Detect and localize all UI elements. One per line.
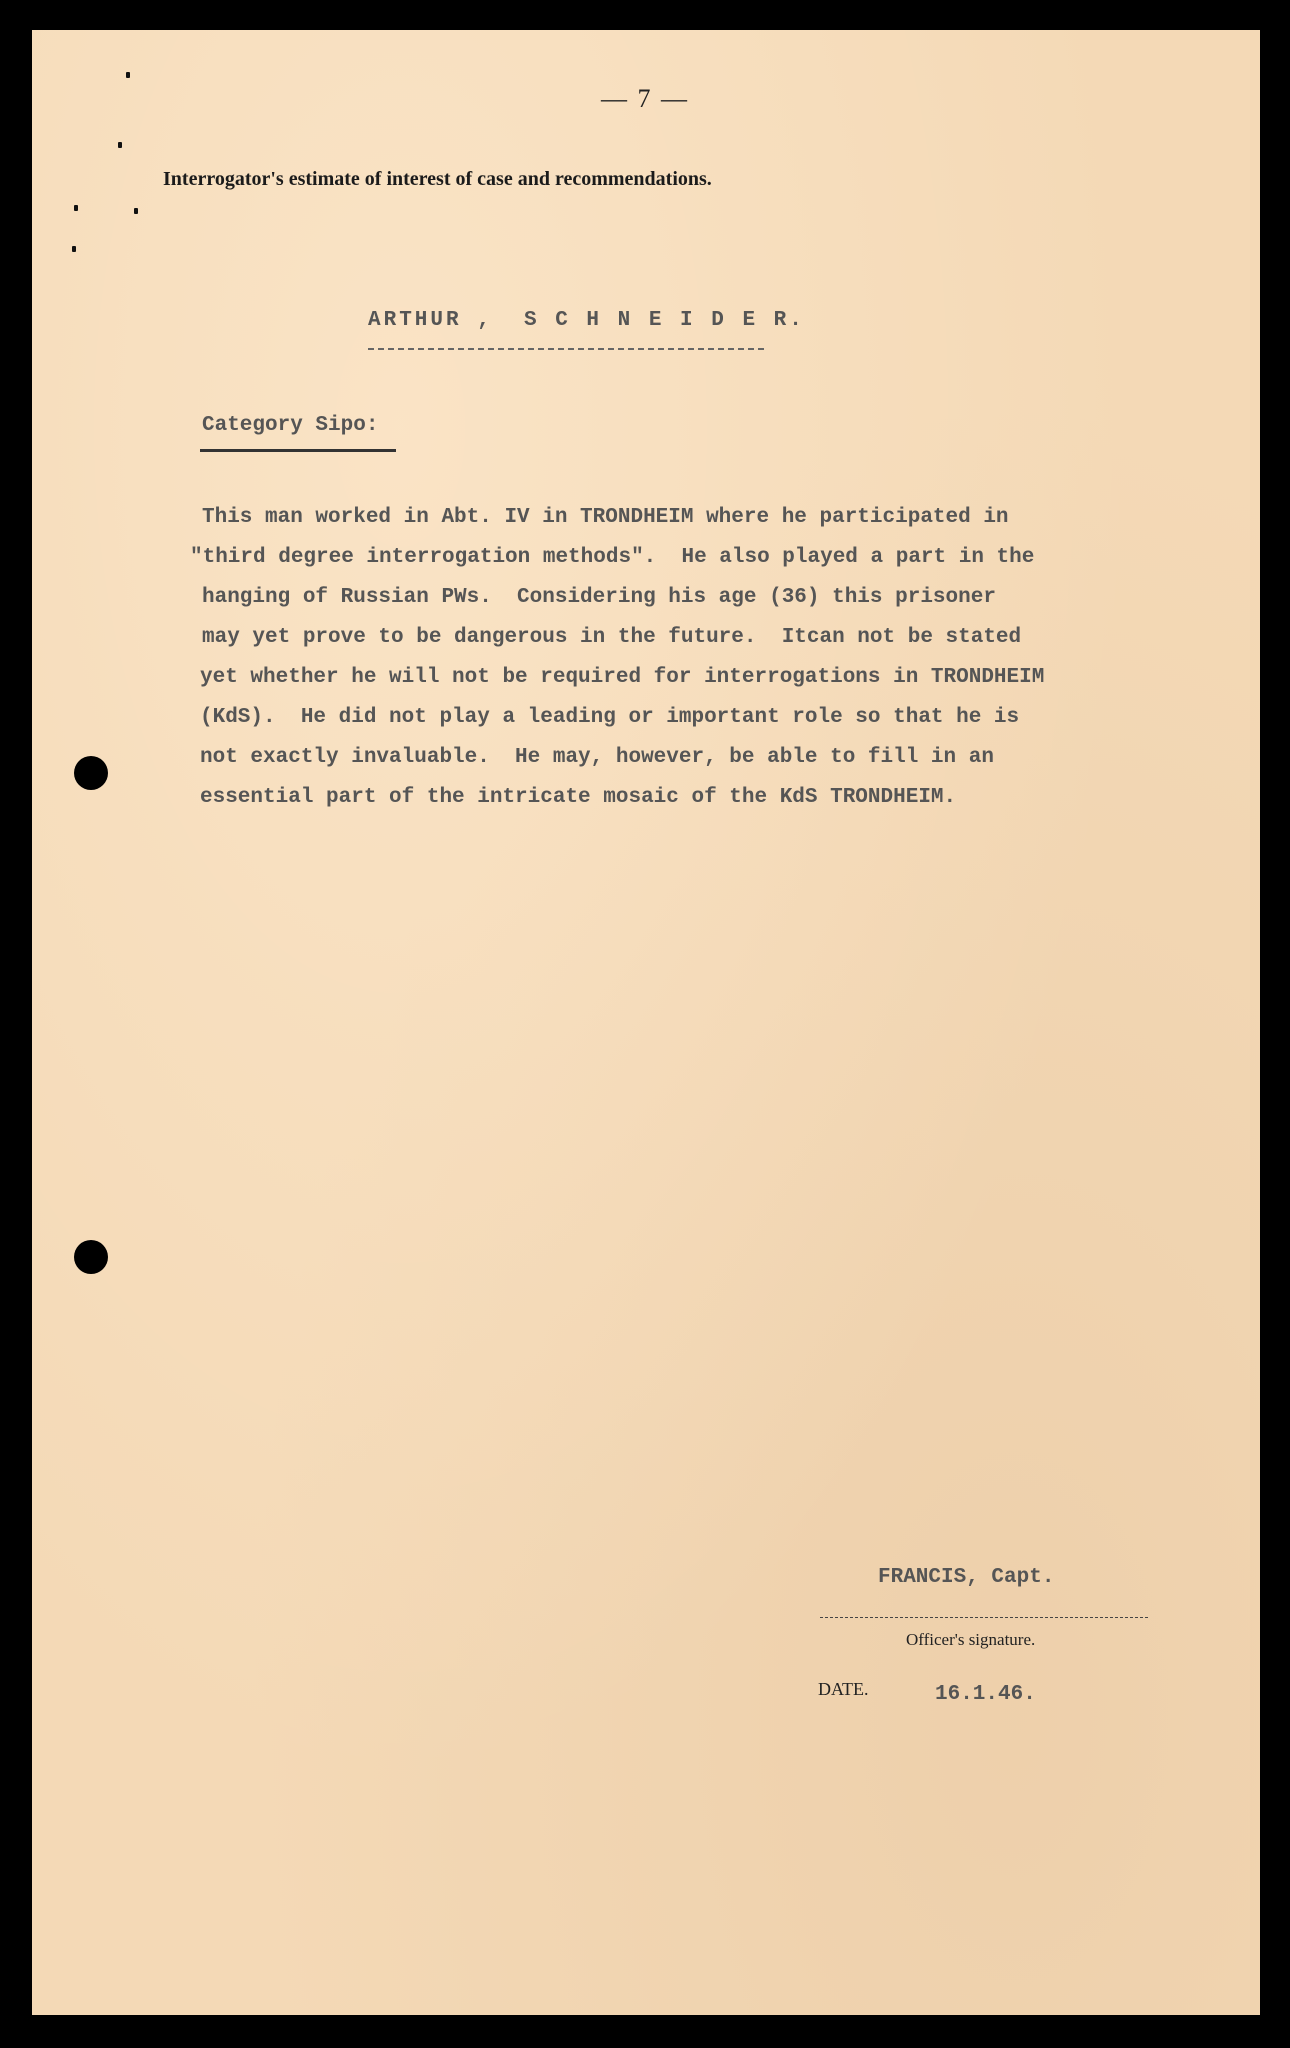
- form-heading: Interrogator's estimate of interest of case and recommendations.: [163, 168, 712, 190]
- margin-mark: [118, 142, 122, 148]
- category-underline: [200, 449, 396, 452]
- punch-hole-bottom: [74, 1240, 108, 1274]
- assessment-line: hanging of Russian PWs. Considering his age (36) this prisoner: [202, 586, 996, 609]
- signature-line: [820, 1617, 1148, 1618]
- date-value: 16.1.46.: [935, 1683, 1036, 1706]
- assessment-line: This man worked in Abt. IV in TRONDHEIM where he participated in: [202, 506, 1009, 529]
- subject-underline: [368, 348, 764, 350]
- date-label: DATE.: [818, 1679, 869, 1699]
- page-number: — 7 —: [601, 84, 689, 113]
- margin-mark: [126, 72, 130, 78]
- signature-caption: Officer's signature.: [906, 1630, 1036, 1649]
- punch-hole-top: [74, 756, 108, 790]
- assessment-line: not exactly invaluable. He may, however, be able to fill in an: [200, 746, 994, 769]
- margin-mark: [74, 205, 78, 211]
- assessment-line: (KdS). He did not play a leading or important role so that he is: [200, 706, 1020, 729]
- assessment-line: "third degree interrogation methods". He also played a part in the: [190, 546, 1035, 569]
- margin-mark: [72, 246, 76, 252]
- subject-name: ARTHUR , S C H N E I D E R.: [368, 309, 805, 332]
- assessment-line: essential part of the intricate mosaic of the KdS TRONDHEIM.: [200, 786, 957, 809]
- signature-name: FRANCIS, Capt.: [878, 1566, 1055, 1589]
- assessment-line: may yet prove to be dangerous in the future. Itcan not be stated: [202, 626, 1022, 649]
- assessment-line: yet whether he will not be required for interrogations in TRONDHEIM: [200, 666, 1045, 689]
- category-label: Category Sipo:: [202, 414, 379, 437]
- margin-mark: [134, 208, 138, 214]
